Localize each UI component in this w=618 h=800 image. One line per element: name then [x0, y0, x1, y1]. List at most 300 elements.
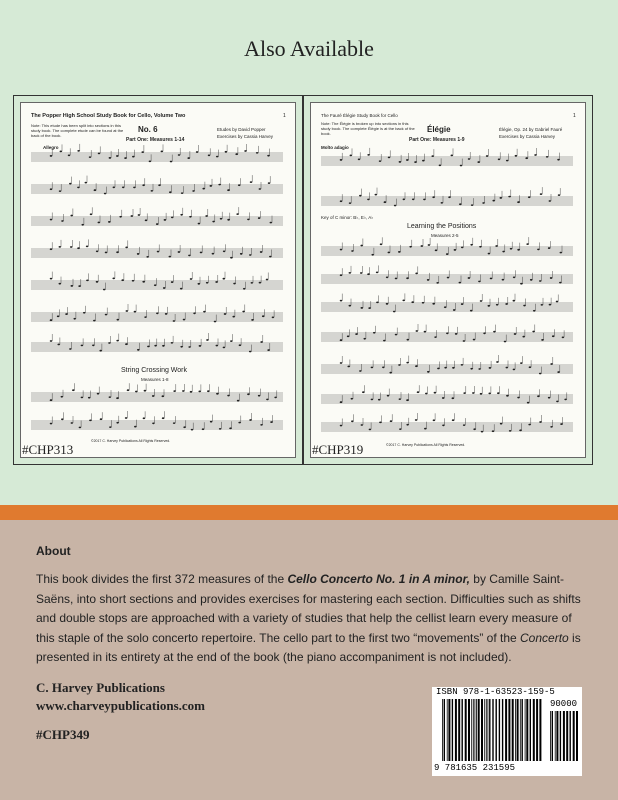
- note-head: [259, 188, 262, 190]
- note-head: [230, 257, 233, 259]
- note-head: [497, 392, 500, 394]
- note-head: [59, 190, 62, 192]
- note-head: [340, 425, 343, 427]
- note-head: [444, 367, 447, 369]
- note-head: [448, 196, 451, 198]
- note-head: [242, 311, 245, 313]
- note-head: [180, 346, 183, 348]
- note-head: [367, 154, 370, 156]
- note-head: [562, 336, 565, 338]
- note-head: [488, 253, 491, 255]
- note-head: [61, 396, 64, 398]
- note-head: [73, 318, 76, 320]
- note-head: [422, 160, 425, 162]
- note-head: [360, 272, 363, 274]
- note-head: [77, 247, 80, 249]
- note-head: [349, 305, 352, 307]
- note-head: [496, 304, 499, 306]
- note-head: [70, 215, 73, 217]
- note-head: [496, 361, 499, 363]
- note-head: [437, 368, 440, 370]
- note-head: [60, 151, 63, 153]
- note-head: [530, 279, 533, 281]
- key-signature-text: Key of C minor: B♭, E♭, A♭: [321, 215, 374, 220]
- note-head: [506, 395, 509, 397]
- note-head: [380, 243, 383, 245]
- note-head: [533, 310, 536, 312]
- note-head: [108, 221, 111, 223]
- note-head: [478, 281, 481, 283]
- note-head: [519, 430, 522, 432]
- page-number: 1: [283, 113, 286, 119]
- note-head: [520, 283, 523, 285]
- note-head: [50, 219, 53, 221]
- note-head: [483, 332, 486, 334]
- note-head: [505, 303, 508, 305]
- note-head: [232, 316, 235, 318]
- book-code: #CHP313: [22, 442, 74, 457]
- note-head: [224, 313, 227, 315]
- note-head: [406, 399, 409, 401]
- note-head: [239, 344, 242, 346]
- barcode-bar: [570, 711, 571, 761]
- note-head: [407, 339, 410, 341]
- note-head: [424, 331, 427, 333]
- note-head: [108, 342, 111, 344]
- note-head: [97, 393, 100, 395]
- note-head: [460, 165, 463, 167]
- note-head: [459, 282, 462, 284]
- note-head: [399, 398, 402, 400]
- about-description: [36, 570, 586, 668]
- note-head: [529, 366, 532, 368]
- note-head: [132, 280, 135, 282]
- note-head: [105, 252, 108, 254]
- note-head: [424, 428, 427, 430]
- note-head: [488, 305, 491, 307]
- note-head: [121, 279, 124, 281]
- note-head: [492, 200, 495, 202]
- note-head: [517, 397, 520, 399]
- note-head: [478, 368, 481, 370]
- note-head: [386, 276, 389, 278]
- note-head: [230, 340, 233, 342]
- note-head: [266, 399, 269, 401]
- note-head: [472, 392, 475, 394]
- note-head: [190, 391, 193, 393]
- note-head: [493, 331, 496, 333]
- section-title: String Crossing Work: [121, 367, 188, 374]
- note-head: [112, 278, 115, 280]
- orange-accent-band: [0, 505, 618, 520]
- note-head: [158, 184, 161, 186]
- note-head: [237, 400, 240, 402]
- note-head: [274, 397, 277, 399]
- barcode-bar: [488, 699, 489, 761]
- note-head: [178, 154, 181, 156]
- note-head: [446, 332, 449, 334]
- note-head: [528, 424, 531, 426]
- note-head: [340, 200, 343, 202]
- note-head: [473, 428, 476, 430]
- note-head: [425, 393, 428, 395]
- note-head: [434, 392, 437, 394]
- barcode-bar: [452, 699, 453, 761]
- barcode-bar: [552, 711, 553, 761]
- note-head: [70, 246, 73, 248]
- note-head: [351, 420, 354, 422]
- note-head: [258, 395, 261, 397]
- note-head: [427, 371, 430, 373]
- note-head: [509, 430, 512, 432]
- note-head: [558, 194, 561, 196]
- note-head: [156, 312, 159, 314]
- note-head: [50, 399, 53, 401]
- section-subtitle: Measures 1-8: [141, 377, 169, 382]
- note-head: [258, 217, 261, 219]
- note-head: [154, 345, 157, 347]
- note-head: [479, 246, 482, 248]
- arranger-credit: Exercises by Cassia Harvey: [217, 134, 274, 139]
- note-head: [171, 281, 174, 283]
- publisher-website: www.charveypublications.com: [36, 698, 205, 713]
- note-head: [347, 366, 350, 368]
- note-head: [368, 307, 371, 309]
- note-head: [550, 426, 553, 428]
- note-head: [539, 373, 542, 375]
- about-text-middle: by Camille Saint-Saëns, into short sections and provides exercises for mastering each section. Difficulties such as shifts and double stops are approached with a variety of studies that help the cellist learn every measure of this staple of the solo concerto repertoire. The cello part to the first two “movements” of the: [36, 572, 581, 645]
- note-head: [539, 421, 542, 423]
- book-code: #CHP319: [312, 442, 364, 457]
- note-head: [260, 251, 263, 253]
- note-head: [192, 190, 195, 192]
- note-head: [238, 422, 241, 424]
- note-head: [171, 217, 174, 219]
- note-head: [262, 315, 265, 317]
- note-head: [59, 246, 62, 248]
- note-head: [103, 289, 106, 291]
- note-head: [446, 253, 449, 255]
- note-head: [433, 419, 436, 421]
- note-head: [513, 300, 516, 302]
- note-head: [212, 221, 215, 223]
- note-head: [116, 422, 119, 424]
- part-title: Part One: Measures 1-14: [126, 137, 185, 143]
- note-head: [131, 215, 134, 217]
- note-head: [513, 276, 516, 278]
- note-head: [415, 419, 418, 421]
- note-head: [506, 367, 509, 369]
- note-head: [389, 372, 392, 374]
- note-head: [191, 429, 194, 431]
- note-head: [549, 304, 552, 306]
- note-head: [482, 202, 485, 204]
- note-head: [340, 159, 343, 161]
- note-head: [218, 184, 221, 186]
- note-head: [340, 362, 343, 364]
- note-head: [122, 186, 125, 188]
- note-head: [99, 350, 102, 352]
- note-head: [59, 283, 62, 285]
- note-head: [207, 390, 210, 392]
- note-head: [96, 281, 99, 283]
- note-head: [537, 249, 540, 251]
- note-head: [428, 244, 431, 246]
- note-head: [388, 157, 391, 159]
- barcode-bar: [512, 699, 514, 761]
- note-head: [340, 339, 343, 341]
- note-head: [556, 401, 559, 403]
- note-head: [504, 341, 507, 343]
- concerto-short-title: Concerto: [520, 630, 569, 645]
- section-note: Note: This etude has been split into sections in this study book. The complete etude can be found at the back of the book.: [31, 123, 124, 138]
- note-head: [126, 310, 129, 312]
- note-head: [208, 154, 211, 156]
- note-head: [187, 157, 190, 159]
- note-head: [468, 158, 471, 160]
- note-head: [203, 311, 206, 313]
- barcode-bar: [475, 699, 476, 761]
- barcode-bar: [525, 699, 526, 761]
- note-head: [183, 319, 186, 321]
- barcode-bar: [517, 699, 519, 761]
- note-head: [416, 330, 419, 332]
- note-head: [564, 399, 567, 401]
- note-head: [78, 285, 81, 287]
- note-head: [527, 402, 530, 404]
- note-head: [435, 250, 438, 252]
- note-head: [452, 367, 455, 369]
- piece-title: No. 6: [138, 125, 158, 134]
- note-head: [113, 186, 116, 188]
- note-head: [157, 251, 160, 253]
- note-head: [495, 245, 498, 247]
- note-head: [233, 283, 236, 285]
- note-head: [417, 391, 420, 393]
- copyright-line: ©2017 C. Harvey Publications All Rights Reserved.: [386, 443, 466, 447]
- note-head: [388, 252, 391, 254]
- note-head: [520, 362, 523, 364]
- note-head: [169, 256, 172, 258]
- barcode-bar: [550, 711, 551, 761]
- note-head: [173, 320, 176, 322]
- note-head: [50, 319, 53, 321]
- note-head: [235, 153, 238, 155]
- note-head: [454, 249, 457, 251]
- note-head: [502, 279, 505, 281]
- note-head: [384, 201, 387, 203]
- note-head: [371, 254, 374, 256]
- note-head: [395, 278, 398, 280]
- note-head: [403, 198, 406, 200]
- note-head: [219, 428, 222, 430]
- note-head: [461, 303, 464, 305]
- note-head: [378, 399, 381, 401]
- barcode-bar: [539, 699, 541, 761]
- note-head: [137, 349, 140, 351]
- note-head: [432, 196, 435, 198]
- note-head: [548, 397, 551, 399]
- note-head: [162, 345, 165, 347]
- note-head: [557, 371, 560, 373]
- note-head: [452, 419, 455, 421]
- barcode-bar: [566, 711, 568, 761]
- note-head: [193, 312, 196, 314]
- addon-digits: 90000: [550, 699, 578, 709]
- note-head: [552, 335, 555, 337]
- note-head: [227, 219, 230, 221]
- note-head: [470, 368, 473, 370]
- note-head: [223, 278, 226, 280]
- note-head: [72, 389, 75, 391]
- note-head: [371, 367, 374, 369]
- note-head: [116, 397, 119, 399]
- note-head: [376, 272, 379, 274]
- barcode-bar: [486, 699, 487, 761]
- note-head: [189, 216, 192, 218]
- note-head: [152, 422, 155, 424]
- note-head: [90, 213, 93, 215]
- barcode-bar: [468, 699, 470, 761]
- note-head: [349, 272, 352, 274]
- note-head: [546, 156, 549, 158]
- note-head: [61, 220, 64, 222]
- composer-credit: Etudes by David Popper: [217, 127, 266, 132]
- note-head: [89, 156, 92, 158]
- note-head: [376, 302, 379, 304]
- note-head: [490, 278, 493, 280]
- note-head: [502, 251, 505, 253]
- note-head: [395, 334, 398, 336]
- note-head: [105, 314, 108, 316]
- note-head: [183, 426, 186, 428]
- note-head: [486, 155, 489, 157]
- barcode-bar: [444, 699, 445, 761]
- note-head: [441, 202, 444, 204]
- page-number: 1: [573, 113, 576, 119]
- part-title: Part One: Measures 1-9: [409, 137, 465, 143]
- note-head: [526, 243, 529, 245]
- sample-page: [310, 102, 586, 458]
- note-head: [398, 364, 401, 366]
- note-head: [432, 303, 435, 305]
- note-head: [143, 417, 146, 419]
- note-head: [247, 393, 250, 395]
- note-head: [50, 248, 53, 250]
- isbn-label: ISBN 978-1-63523-159-5: [436, 687, 555, 697]
- note-head: [109, 157, 112, 159]
- note-head: [556, 301, 559, 303]
- note-head: [362, 391, 365, 393]
- note-head: [340, 401, 343, 403]
- note-head: [57, 344, 60, 346]
- note-head: [355, 333, 358, 335]
- note-head: [442, 397, 445, 399]
- barcode-bar: [471, 699, 472, 761]
- note-head: [180, 214, 183, 216]
- note-head: [510, 248, 513, 250]
- note-head: [244, 150, 247, 152]
- note-head: [50, 340, 53, 342]
- barcode-bar: [533, 699, 535, 761]
- barcode-bar: [515, 699, 516, 761]
- note-head: [415, 365, 418, 367]
- publisher-name: C. Harvey Publications: [36, 680, 165, 695]
- note-head: [427, 279, 430, 281]
- note-head: [145, 220, 148, 222]
- barcode-bar: [530, 699, 531, 761]
- note-head: [144, 390, 147, 392]
- note-head: [81, 397, 84, 399]
- barcode-bar: [502, 699, 503, 761]
- note-head: [142, 281, 145, 283]
- note-head: [390, 420, 393, 422]
- sample-page: [20, 102, 296, 458]
- note-head: [379, 422, 382, 424]
- note-head: [88, 397, 91, 399]
- note-head: [453, 309, 456, 311]
- note-head: [127, 389, 130, 391]
- note-head: [411, 301, 414, 303]
- note-head: [442, 424, 445, 426]
- note-head: [266, 279, 269, 281]
- note-head: [363, 338, 366, 340]
- barcode-bar: [573, 711, 575, 761]
- barcode-bar: [447, 699, 448, 761]
- note-head: [541, 339, 544, 341]
- note-head: [236, 213, 239, 215]
- note-head: [81, 345, 84, 347]
- note-head: [515, 155, 518, 157]
- note-head: [525, 157, 528, 159]
- note-head: [267, 155, 270, 157]
- note-head: [463, 424, 466, 426]
- note-head: [65, 313, 68, 315]
- note-head: [402, 300, 405, 302]
- note-head: [455, 333, 458, 335]
- note-head: [489, 367, 492, 369]
- barcode-bar: [462, 699, 463, 761]
- note-head: [541, 304, 544, 306]
- note-head: [79, 427, 82, 429]
- note-head: [539, 280, 542, 282]
- note-head: [210, 185, 213, 187]
- about-text-start: This book divides the first 372 measures of the: [36, 572, 288, 586]
- note-head: [169, 191, 172, 193]
- note-head: [188, 255, 191, 257]
- note-head: [498, 158, 501, 160]
- note-head: [57, 316, 60, 318]
- concerto-title: Cello Concerto No. 1 in A minor,: [287, 572, 470, 586]
- arranger-credit: Exercises by Cassia Harvey: [499, 134, 556, 139]
- note-head: [125, 417, 128, 419]
- note-head: [447, 277, 450, 279]
- note-head: [461, 364, 464, 366]
- note-head: [468, 277, 471, 279]
- note-head: [134, 426, 137, 428]
- barcode-bar: [481, 699, 483, 761]
- note-head: [267, 349, 270, 351]
- note-head: [367, 273, 370, 275]
- note-head: [165, 313, 168, 315]
- note-head: [156, 223, 159, 225]
- note-head: [200, 252, 203, 254]
- section-note: Note: The Élégie is broken up into sections in this study book. The complete Élégie is at the back of the book.: [321, 121, 415, 136]
- note-head: [147, 346, 150, 348]
- note-head: [249, 254, 252, 256]
- note-head: [349, 202, 352, 204]
- note-head: [340, 249, 343, 251]
